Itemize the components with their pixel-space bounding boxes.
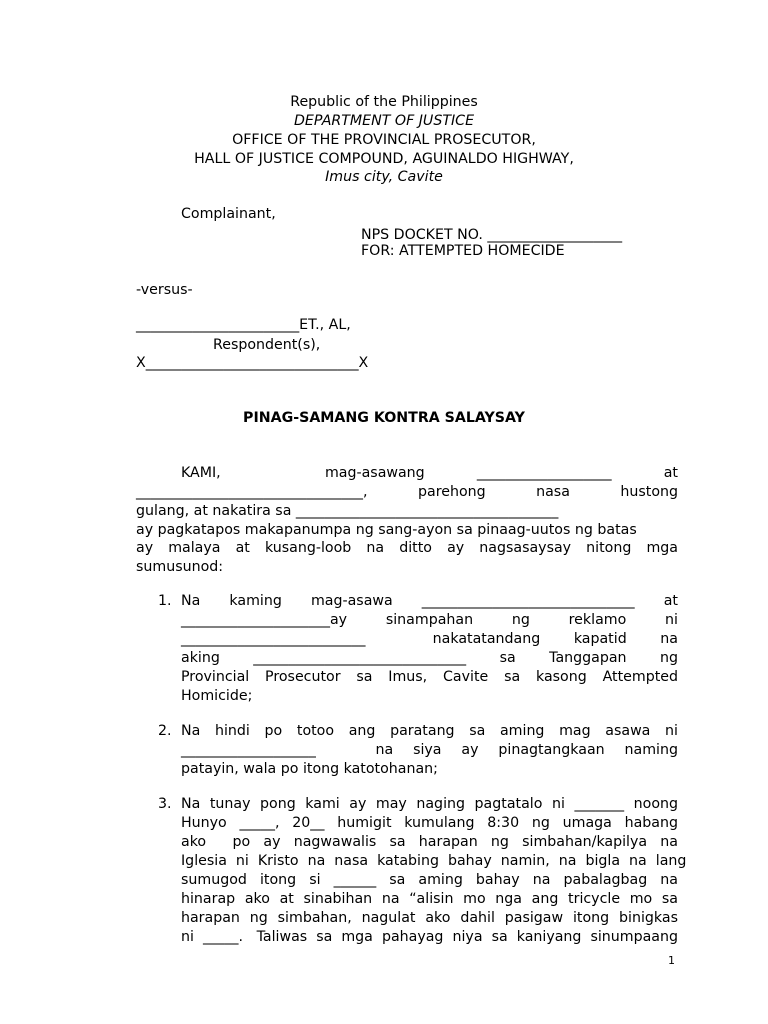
item-line: hinarap ako at sinabihan na “alisin mo nga ang tricycle mo sa [181, 891, 678, 907]
item-line: Na hindi po totoo ang paratang sa aming mag asawa ni [181, 723, 678, 739]
item-line: __________________________ nakatatandang kapatid na [181, 631, 678, 647]
item-line: Homicide; [181, 688, 253, 704]
item-line: Na kaming mag-asawa ______________________________ at [181, 593, 678, 609]
item-line: ni _____. Taliwas sa mga pahayag niya sa kaniyang sinumpaang [181, 929, 678, 945]
item-line: ___________________ na siya ay pinagtangkaan naming [181, 742, 678, 758]
versus-label: -versus- [136, 282, 193, 298]
intro-line: ay malaya at kusang-loob na ditto ay nagsasaysay nitong mga [136, 540, 678, 556]
intro-line: KAMI, mag-asawang ___________________ at [181, 465, 678, 481]
header-city: Imus city, Cavite [325, 169, 443, 185]
intro-line: ay pagkatapos makapanumpa ng sang-ayon sa pinaag-uutos ng batas [136, 522, 637, 538]
respondent-name-line: _______________________ET., AL, [136, 317, 351, 333]
intro-line: sumusunod: [136, 559, 224, 575]
docket-number: NPS DOCKET NO. ___________________ [361, 227, 623, 243]
item-line: Provincial Prosecutor sa Imus, Cavite sa kasong Attempted [181, 669, 678, 685]
header-address: HALL OF JUSTICE COMPOUND, AGUINALDO HIGHWAY, [194, 151, 574, 167]
item-line: ako po ay nagwawalis sa harapan ng simbahan/kapilya na [181, 834, 678, 850]
item-line: Hunyo _____, 20__ humigit kumulang 8:30 ng umaga habang [181, 815, 678, 831]
case-title: FOR: ATTEMPTED HOMECIDE [361, 243, 565, 259]
page-number: 1 [668, 954, 675, 967]
item-line: sumugod itong si ______ sa aming bahay na pabalagbag na [181, 872, 678, 888]
respondents-label: Respondent(s), [213, 337, 321, 353]
intro-line: gulang, at nakatira sa _____________________________________ [136, 503, 559, 519]
item-line: harapan ng simbahan, nagulat ako dahil pasigaw itong binigkas [181, 910, 678, 926]
item-line: Na tunay pong kami ay may naging pagtatalo ni _______ noong [181, 796, 678, 812]
item-number: 3. [158, 796, 172, 812]
header-office: OFFICE OF THE PROVINCIAL PROSECUTOR, [232, 132, 536, 148]
item-number: 2. [158, 723, 172, 739]
complainant-label: Complainant, [181, 206, 276, 222]
item-number: 1. [158, 593, 172, 609]
item-line: patayin, wala po itong katotohanan; [181, 761, 438, 777]
document-title: PINAG-SAMANG KONTRA SALAYSAY [243, 410, 525, 426]
header-republic: Republic of the Philippines [290, 94, 478, 110]
item-line: _____________________ay sinampahan ng reklamo ni [181, 612, 678, 628]
header-department: DEPARTMENT OF JUSTICE [293, 113, 475, 129]
item-line: Iglesia ni Kristo na nasa katabing bahay namin, na bigla na lang [181, 853, 687, 869]
item-line: aking ______________________________ sa Tanggapan ng [181, 650, 678, 666]
intro-line: ________________________________, parehong nasa hustong [136, 484, 678, 500]
caption-closing-line: X______________________________X [136, 355, 369, 371]
